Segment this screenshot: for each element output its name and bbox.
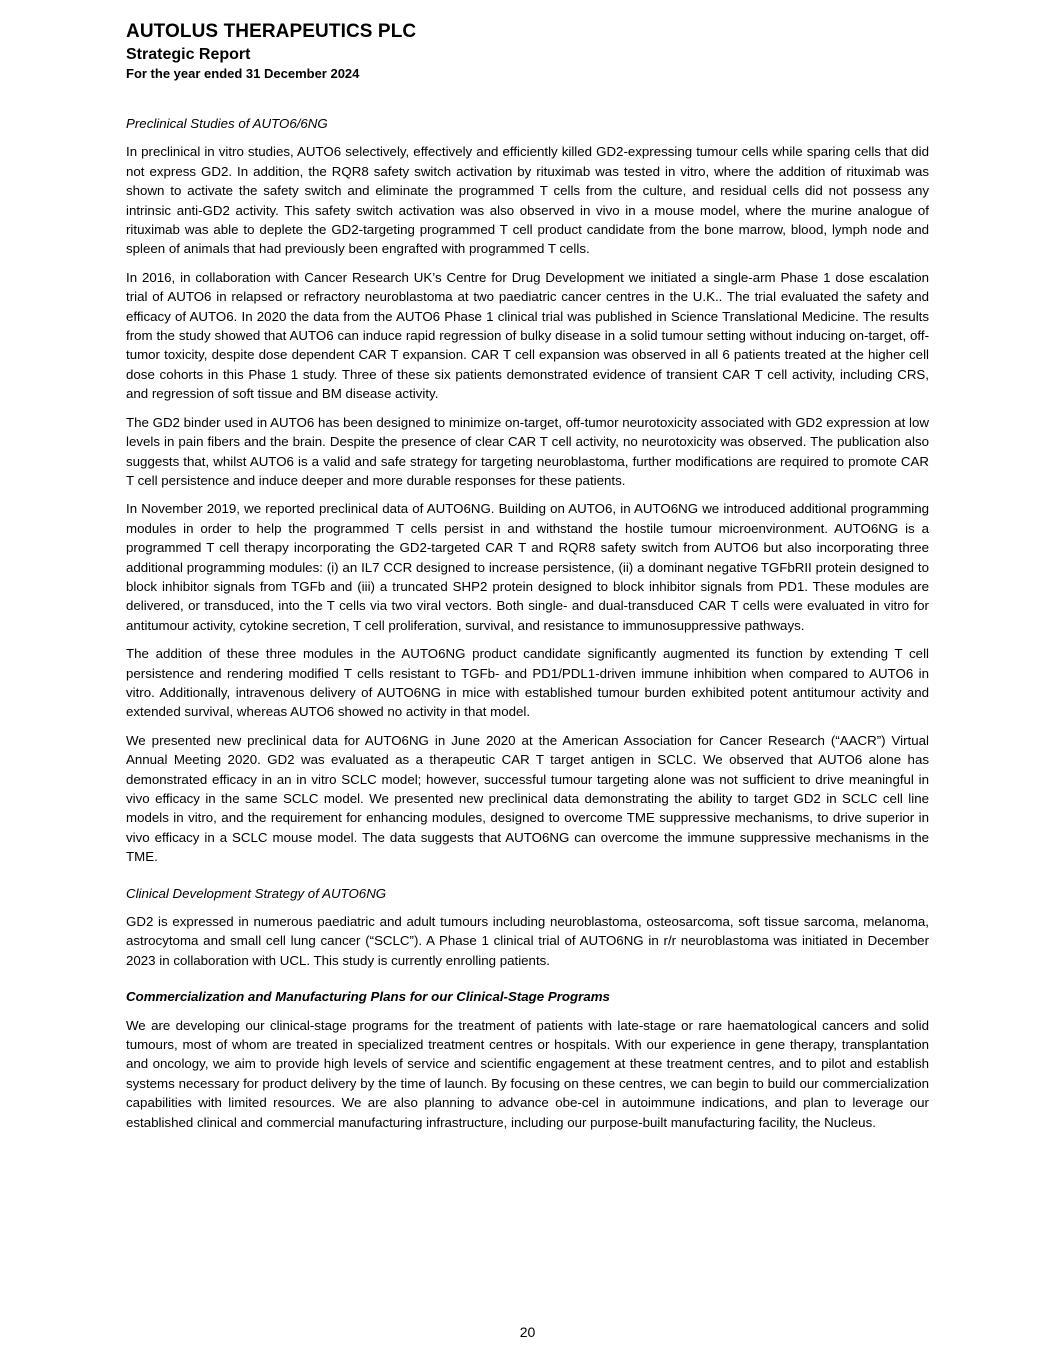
paragraph: The GD2 binder used in AUTO6 has been designed to minimize on-target, off-tumor neurotoxicity associated with GD2 expression at low levels in pain fibers and the brain. Despite the presence of clear CAR T cell activity, no neurotoxicity was observed. The publication also suggests that, whilst AUTO6 is a valid and safe strategy for targeting neuroblastoma, further modifications are required to promote CAR T cell persistence and induce deeper and more durable responses for these patients.: [126, 414, 929, 488]
report-header: [126, 20, 416, 83]
paragraph: The addition of these three modules in the AUTO6NG product candidate significantly augmented its function by extending T cell persistence and rendering modified T cells resistant to TGFb- and PD1/PDL1-driven immune inhibition when compared to AUTO6 in vitro. Additionally, intravenous delivery of AUTO6NG in mice with established tumour burden exhibited potent antitumour activity and extended survival, whereas AUTO6 showed no activity in that model.: [126, 646, 929, 720]
page-number: 20: [519, 1324, 536, 1340]
paragraph: In 2016, in collaboration with Cancer Research UK’s Centre for Drug Development we initiated a single-arm Phase 1 dose escalation trial of AUTO6 in relapsed or refractory neuroblastoma at two paediatric cancer centres in the U.K.. The trial evaluated the safety and efficacy of AUTO6. In 2020 the data from the AUTO6 Phase 1 clinical trial was published in Science Translational Medicine. The results from the study showed that AUTO6 can induce rapid regression of bulky disease in a solid tumour setting without inducing on-target, off-tumor toxicity, despite dose dependent CAR T expansion. CAR T cell expansion was observed in all 6 patients treated at the higher cell dose cohorts in this Phase 1 study. Three of these six patients demonstrated evidence of transient CAR T cell activity, including CRS, and regression of soft tissue and BM disease activity.: [126, 269, 929, 402]
paragraph: We are developing our clinical-stage programs for the treatment of patients with late-stage or rare haematological cancers and solid tumours, most of whom are treated in specialized treatment centres or hospitals. With our experience in gene therapy, transplantation and oncology, we aim to provide high levels of service and scientific engagement at these treatment centres, and to pilot and establish systems necessary for product delivery by the time of launch. By focusing on these centres, we can begin to build our commercialization capabilities with limited resources. We are also planning to advance obe-cel in autoimmune indications, and plan to leverage our established clinical and commercial manufacturing infrastructure, including our purpose-built manufacturing facility, the Nucleus.: [126, 1017, 929, 1130]
section-heading-commercial: Commercialization and Manufacturing Plans for our Clinical-Stage Programs: [126, 989, 610, 1005]
report-title: Strategic Report: [126, 46, 251, 63]
report-body: [126, 114, 929, 1141]
section-heading-clinical: Clinical Development Strategy of AUTO6NG: [126, 885, 387, 901]
company-name: AUTOLUS THERAPEUTICS PLC: [126, 21, 417, 42]
report-period: For the year ended 31 December 2024: [126, 66, 360, 81]
section-heading-preclinical: Preclinical Studies of AUTO6/6NG: [126, 116, 328, 131]
paragraph: In November 2019, we reported preclinical data of AUTO6NG. Building on AUTO6, in AUTO6NG we introduced additional programming modules in order to help the programmed T cells persist in and withstand the hostile tumour microenvironment. AUTO6NG is a programmed T cell therapy incorporating the GD2-targeted CAR T and RQR8 safety switch from AUTO6 but also incorporating three additional programming modules: (i) an IL7 CCR designed to increase persistence, (ii) a dominant negative TGFbRII protein designed to block inhibitor signals from TGFb and (iii) a truncated SHP2 protein designed to block inhibitor signals from PD1. These modules are delivered, or transduced, into the T cells via two viral vectors. Both single- and dual-transduced CAR T cells were evaluated in vitro for antitumour activity, cytokine secretion, T cell proliferation, survival, and resistance to immunosuppressive pathways.: [126, 501, 929, 633]
paragraph: GD2 is expressed in numerous paediatric and adult tumours including neuroblastoma, osteosarcoma, soft tissue sarcoma, melanoma, astrocytoma and small cell lung cancer (“SCLC”). A Phase 1 clinical trial of AUTO6NG in r/r neuroblastoma was initiated in December 2023 in collaboration with UCL. This study is currently enrolling patients.: [126, 914, 929, 968]
paragraph: In preclinical in vitro studies, AUTO6 selectively, effectively and efficiently killed GD2-expressing tumour cells while sparing cells that did not express GD2. In addition, the RQR8 safety switch activation by rituximab was tested in vitro, where the addition of rituximab was shown to activate the safety switch and eliminate the programmed T cells from the culture, and residual cells did not possess any intrinsic anti-GD2 activity. This safety switch activation was also observed in vivo in a mouse model, where the murine analogue of rituximab was able to deplete the GD2-targeting programmed T cell product candidate from the bone marrow, blood, lymph node and spleen of animals that had previously been engrafted with programmed T cells.: [126, 144, 929, 257]
paragraph: We presented new preclinical data for AUTO6NG in June 2020 at the American Association for Cancer Research (“AACR”) Virtual Annual Meeting 2020. GD2 was evaluated as a therapeutic CAR T target antigen in SCLC. We observed that AUTO6 alone has demonstrated efficacy in an in vitro SCLC model; however, successful tumour targeting alone was not sufficient to drive meaningful in vivo efficacy in the same SCLC model. We presented new preclinical data demonstrating the ability to target GD2 in SCLC cell line models in vitro, and the requirement for enhancing modules, designed to overcome TME suppressive mechanisms, to drive superior in vivo efficacy in a SCLC mouse model. The data suggests that AUTO6NG can overcome the immune suppressive mechanisms in the TME.: [126, 732, 929, 865]
